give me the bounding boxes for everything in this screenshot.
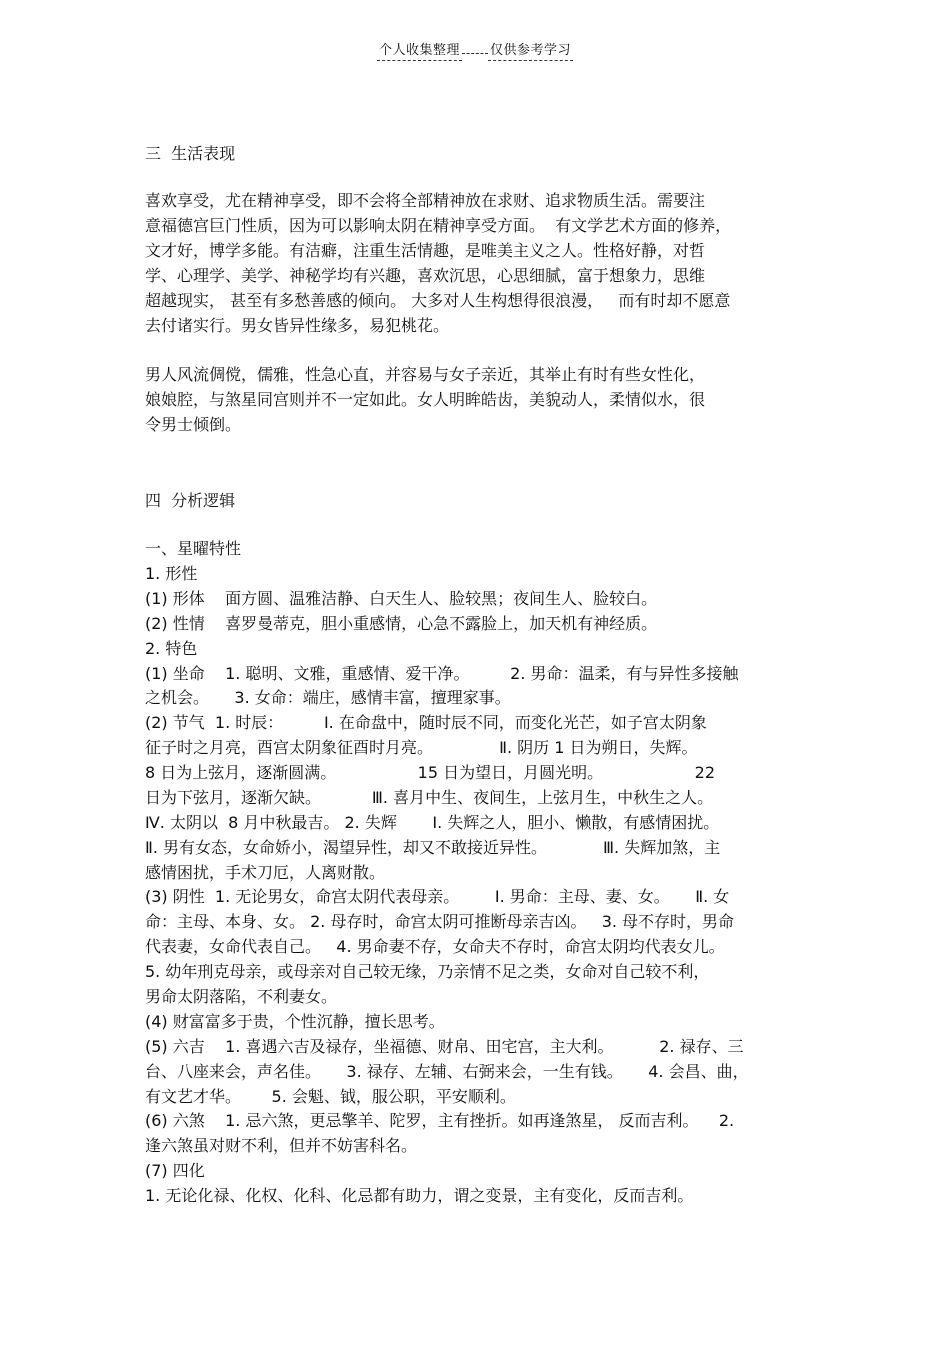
text-line: 命：主母、本身、女。 2. 母存时，命宫太阴可推断母亲吉凶。 3. 母不存时，男命 xyxy=(145,912,735,931)
header-gap xyxy=(462,51,488,54)
text-line: 征子时之月亮，酉宫太阴象征酉时月亮。 Ⅱ. 阴历 1 日为朔日，失辉。 xyxy=(145,738,698,757)
section-heading-3: 三 生活表现 xyxy=(145,144,236,163)
text-line: (7) 四化 xyxy=(145,1161,205,1180)
text-line: 1. 形性 xyxy=(145,564,198,583)
text-line: 喜欢享受，尤在精神享受，即不会将全部精神放在求财、追求物质生活。需要注 xyxy=(145,191,706,210)
text-line: 学、心理学、美学、神秘学均有兴趣，喜欢沉思，心思细腻，富于想象力，思维 xyxy=(145,266,706,285)
text-line: 娘娘腔，与煞星同宫则并不一定如此。女人明眸皓齿，美貌动人，柔情似水，很 xyxy=(145,390,706,409)
subsection-heading: 一、星曜特性 xyxy=(145,539,242,558)
text-line: Ⅳ. 太阴以 8 月中秋最吉。 2. 失辉 Ⅰ. 失辉之人，胆小、懒散，有感情困扰。 xyxy=(145,813,720,832)
text-line: 1. 无论化禄、化权、化科、化忌都有助力，谓之变景，主有变化，反而吉利。 xyxy=(145,1186,694,1205)
text-line: 5. 幼年刑克母亲，或母亲对自己较无缘，乃亲情不足之类，女命对自己较不利， xyxy=(145,962,710,981)
text-line: 意福德宫巨门性质，因为可以影响太阴在精神享受方面。 有文学艺术方面的修养， xyxy=(145,216,732,235)
page-header xyxy=(0,39,950,61)
text-line: 去付诸实行。男女皆异性缘多，易犯桃花。 xyxy=(145,316,450,335)
text-line: (6) 六煞 1. 忌六煞，更忌擎羊、陀罗，主有挫折。如再逢煞星， 反而吉利。 2. xyxy=(145,1111,735,1130)
text-line: 文才好，博学多能。有洁癖，注重生活情趣，是唯美主义之人。性格好静，对哲 xyxy=(145,241,706,260)
header-left-text: 个人收集整理 xyxy=(377,39,462,61)
text-line: (5) 六吉 1. 喜遇六吉及禄存，坐福德、财帛、田宅宫，主大利。 2. 禄存、三 xyxy=(145,1037,744,1056)
text-line: 日为下弦月，逐渐欠缺。 Ⅲ. 喜月中生、夜间生，上弦月生，中秋生之人。 xyxy=(145,788,714,807)
text-line: 令男士倾倒。 xyxy=(145,415,242,434)
text-line: 8 日为上弦月，逐渐圆满。 15 日为望日，月圆光明。 22 xyxy=(145,763,715,782)
text-line: (4) 财富富多于贵，个性沉静，擅长思考。 xyxy=(145,1012,445,1031)
text-line: Ⅱ. 男有女态，女命娇小，渴望异性，却又不敢接近异性。 Ⅲ. 失辉加煞，主 xyxy=(145,838,721,857)
header-right-text: 仅供参考学习 xyxy=(488,39,573,61)
text-line: 超越现实， 甚至有多愁善感的倾向。 大多对人生构想得很浪漫， 而有时却不愿意 xyxy=(145,291,731,310)
text-line: (1) 形体 面方圆、温雅洁静、白天生人、脸较黑；夜间生人、脸较白。 xyxy=(145,589,658,608)
text-line: (2) 节气 1. 时辰： Ⅰ. 在命盘中，随时辰不同，而变化光芒，如子宫太阴象 xyxy=(145,713,707,732)
text-line: (1) 坐命 1. 聪明、文雅，重感情、爱干净。 2. 男命：温柔，有与异性多接触 xyxy=(145,664,739,683)
text-line: 2. 特色 xyxy=(145,639,198,658)
text-line: 男命太阴落陷，不利妻女。 xyxy=(145,987,338,1006)
text-line: 逢六煞虽对财不利，但并不妨害科名。 xyxy=(145,1136,418,1155)
text-line: 台、八座来会，声名佳。 3. 禄存、左辅、右弼来会，一生有钱。 4. 会昌、曲， xyxy=(145,1062,749,1081)
text-line: 感情困扰，手术刀厄，人离财散。 xyxy=(145,863,386,882)
section-heading-4: 四 分析逻辑 xyxy=(145,491,236,510)
text-line: 代表妻，女命代表自己。 4. 男命妻不存，女命夫不存时，命宫太阴均代表女儿。 xyxy=(145,937,725,956)
text-line: (2) 性情 喜罗曼蒂克，胆小重感情，心急不露脸上，加天机有神经质。 xyxy=(145,614,658,633)
text-line: 之机会。 3. 女命：端庄，感情丰富，擅理家事。 xyxy=(145,688,511,707)
text-line: (3) 阴性 1. 无论男女，命宫太阴代表母亲。 Ⅰ. 男命：主母、妻、女。 Ⅱ. 女 xyxy=(145,887,730,906)
text-line: 有文艺才华。 5. 会魁、钺，服公职，平安顺利。 xyxy=(145,1087,516,1106)
text-line: 男人风流倜傥，儒雅，性急心直，并容易与女子亲近，其举止有时有些女性化， xyxy=(145,365,706,384)
